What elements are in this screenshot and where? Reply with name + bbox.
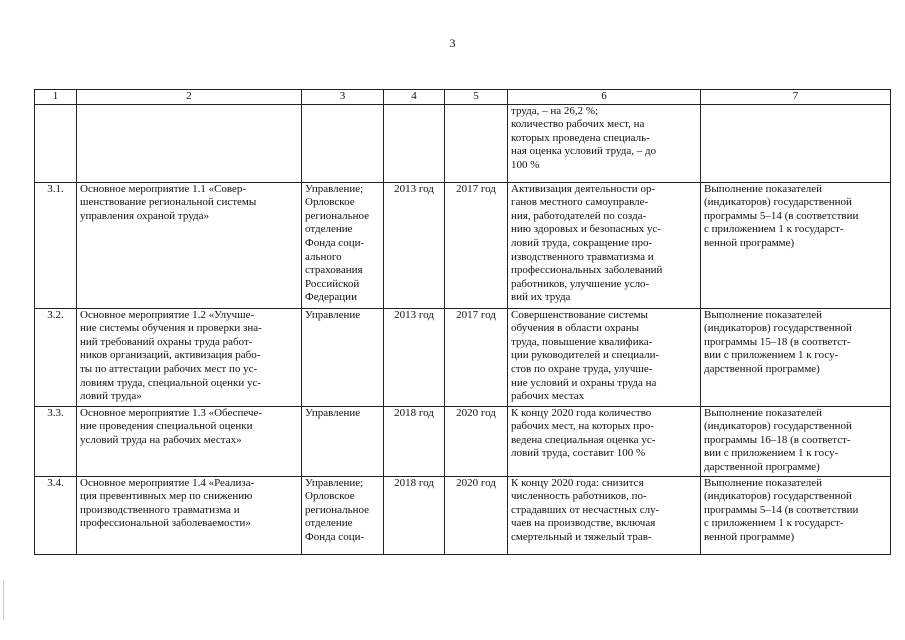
table-header-row [35, 90, 891, 105]
end-year: 2020 год [445, 476, 508, 554]
measure-name: Основное мероприятие 1.2 «Улучше- ние системы обучения и проверки зна- ний требований охраны труда работ- ников организаций, активизация рабо- ты по аттестации рабочих мест по ус- ловиям труда, специальной оценки ус- ловий труда» [77, 308, 302, 406]
indicator-link: Выполнение показателей (индикаторов) государственной программы 15–18 (в соответст- вии с приложением 1 к госу- дарственной программе) [701, 308, 891, 406]
row-number [35, 104, 77, 182]
start-year: 2013 год [384, 308, 445, 406]
column-header: 6 [508, 90, 701, 105]
indicator-link [701, 104, 891, 182]
expected-result: К концу 2020 года количество рабочих мест, на которых про- ведена специальная оценка ус- ловий труда, составит 100 % [508, 406, 701, 476]
page-number: 3 [449, 36, 456, 50]
expected-result: Активизация деятельности ор- ганов местного самоуправле- ния, работодателей по созда- нию здоровых и безопасных ус- ловий труда, сокращение про- изводственного травматизма и профессиональных заболеваний работников, улучшение усло- вий их труда [508, 182, 701, 308]
margin-line [3, 580, 4, 620]
column-header: 5 [445, 90, 508, 105]
expected-result: К концу 2020 года: снизится численность работников, по- страдавших от несчастных слу- чаев на производстве, включая смертельный и тяжелый трав- [508, 476, 701, 554]
column-header: 7 [701, 90, 891, 105]
start-year: 2013 год [384, 182, 445, 308]
measures-table [34, 89, 891, 555]
column-header: 2 [77, 90, 302, 105]
row-number: 3.2. [35, 308, 77, 406]
column-header: 4 [384, 90, 445, 105]
column-header: 1 [35, 90, 77, 105]
table-row [35, 406, 891, 476]
executor: Управление [302, 406, 384, 476]
executor: Управление [302, 308, 384, 406]
measure-name: Основное мероприятие 1.4 «Реализа- ция превентивных мер по снижению производственного травматизма и профессиональной заболеваемости» [77, 476, 302, 554]
start-year: 2018 год [384, 406, 445, 476]
end-year: 2017 год [445, 308, 508, 406]
measure-name: Основное мероприятие 1.3 «Обеспече- ние проведения специальной оценки условий труда на рабочих местах» [77, 406, 302, 476]
measure-name: Основное мероприятие 1.1 «Совер- шенствование региональной системы управления охраной труда» [77, 182, 302, 308]
indicator-link: Выполнение показателей (индикаторов) государственной программы 5–14 (в соответствии с приложением 1 к государст- венной программе) [701, 182, 891, 308]
start-year: 2018 год [384, 476, 445, 554]
table-row [35, 476, 891, 554]
executor: Управление; Орловское региональное отделение Фонда соци- [302, 476, 384, 554]
end-year [445, 104, 508, 182]
measure-name [77, 104, 302, 182]
column-header: 3 [302, 90, 384, 105]
executor: Управление; Орловское региональное отделение Фонда соци- ального страхования Российской Федерации [302, 182, 384, 308]
executor [302, 104, 384, 182]
end-year: 2020 год [445, 406, 508, 476]
expected-result: труда, – на 26,2 %; количество рабочих мест, на которых проведена специаль- ная оценка условий труда, – до 100 % [508, 104, 701, 182]
indicator-link: Выполнение показателей (индикаторов) государственной программы 16–18 (в соответст- вии с приложением 1 к госу- дарственной программе) [701, 406, 891, 476]
row-number: 3.4. [35, 476, 77, 554]
start-year [384, 104, 445, 182]
table-row [35, 182, 891, 308]
indicator-link: Выполнение показателей (индикаторов) государственной программы 5–14 (в соответствии с приложением 1 к государст- венной программе) [701, 476, 891, 554]
row-number: 3.1. [35, 182, 77, 308]
table-row [35, 308, 891, 406]
end-year: 2017 год [445, 182, 508, 308]
row-number: 3.3. [35, 406, 77, 476]
expected-result: Совершенствование системы обучения в области охраны труда, повышение квалифика- ции руководителей и специали- стов по охране труда, улучше- ние условий и охраны труда на рабочих местах [508, 308, 701, 406]
table-row [35, 104, 891, 182]
